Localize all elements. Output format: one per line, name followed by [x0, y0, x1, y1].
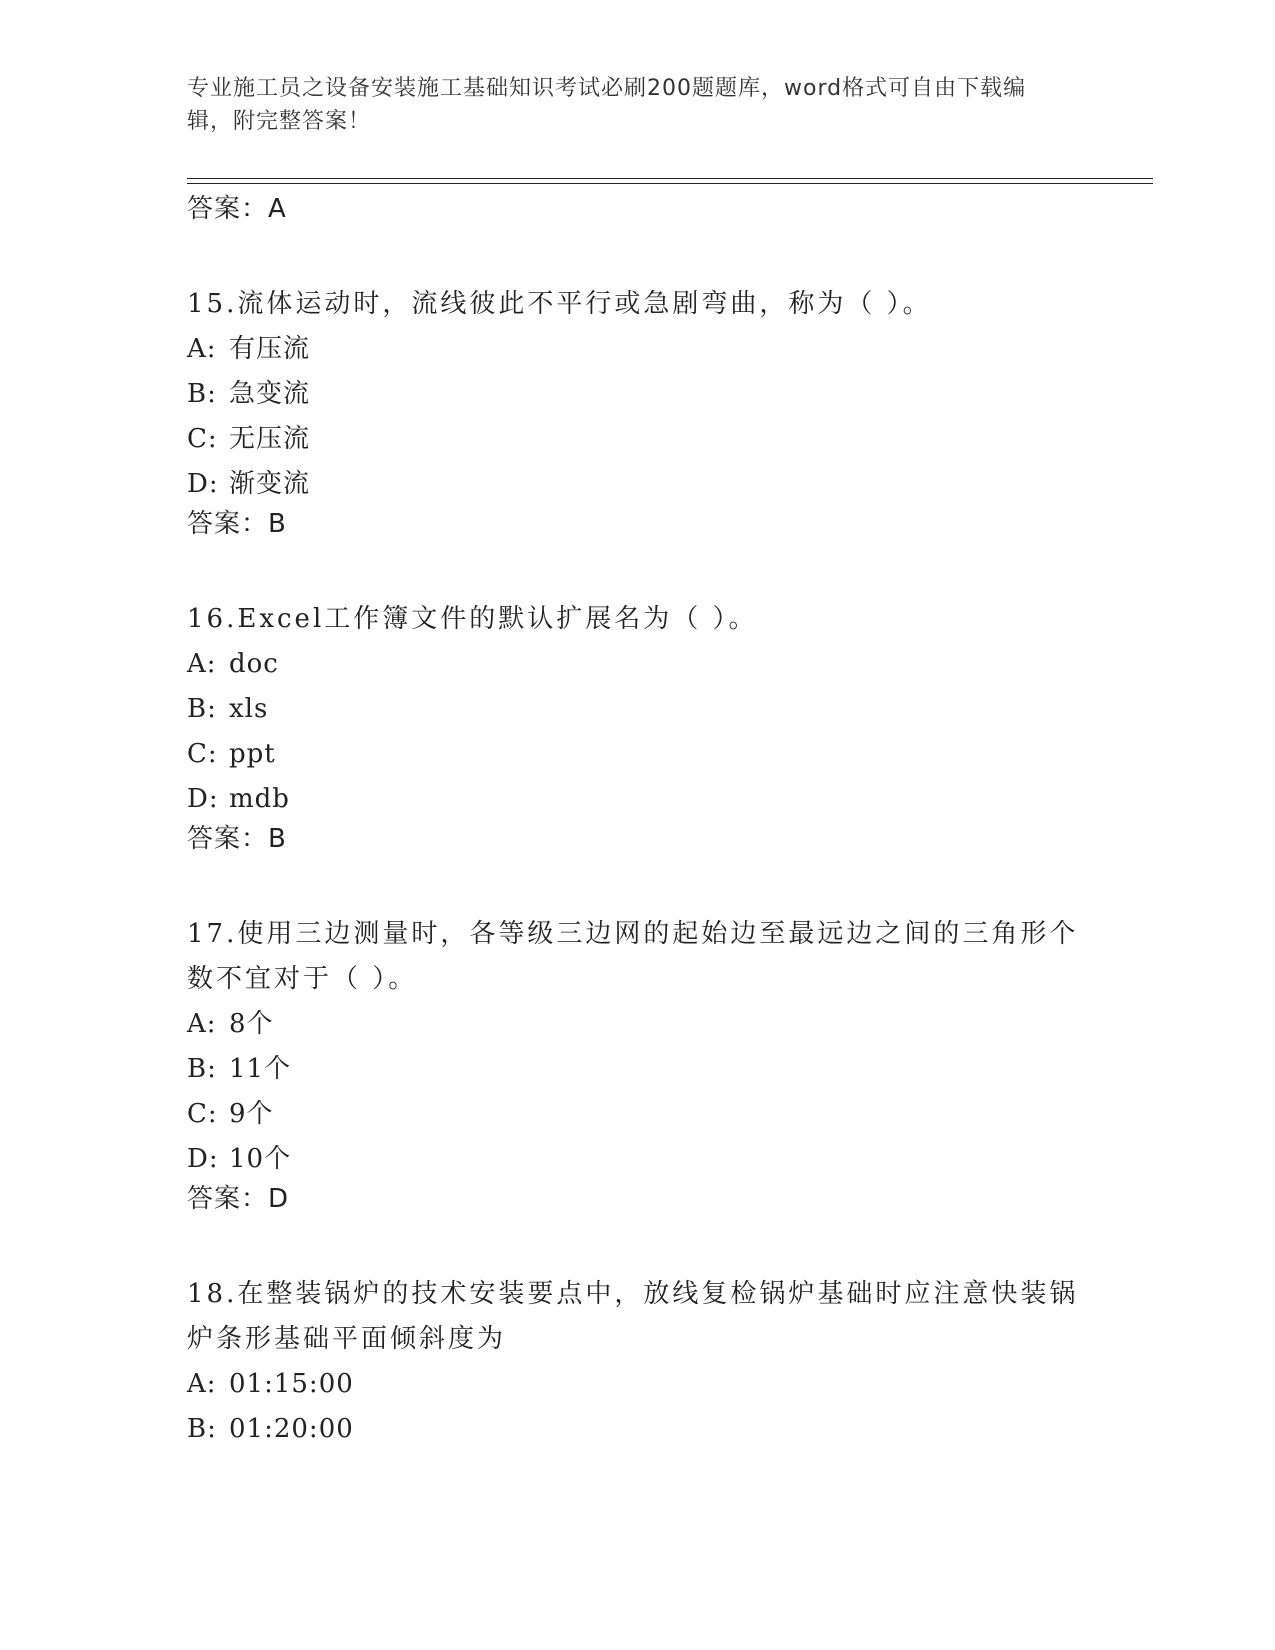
option-c — [187, 1092, 1087, 1137]
option-text: doc — [229, 649, 279, 679]
question-text: 17.使用三边测量时，各等级三边网的起始边至最远边之间的三角形个数不宜对于（ ）。 — [187, 919, 1079, 994]
option-a — [187, 327, 1087, 372]
question-item — [187, 597, 1087, 856]
option-letter: A: — [187, 649, 217, 679]
option-c — [187, 417, 1087, 462]
option-text: 10个 — [229, 1144, 292, 1174]
question-text: 15.流体运动时，流线彼此不平行或急剧弯曲，称为（ ）。 — [187, 289, 932, 319]
option-letter: C: — [187, 739, 218, 769]
question-list — [187, 192, 1087, 1452]
option-d — [187, 777, 1087, 822]
option-text: 无压流 — [229, 424, 311, 454]
answer-line: 答案：B — [187, 824, 287, 854]
question-item — [187, 1272, 1087, 1452]
option-b — [187, 372, 1087, 417]
document-header — [187, 72, 1067, 138]
option-text: ppt — [229, 739, 276, 769]
question-item — [187, 912, 1087, 1216]
question-text: 16.Excel工作簿文件的默认扩展名为（ ）。 — [187, 604, 758, 634]
option-letter: B: — [187, 1414, 217, 1444]
header-divider-bottom — [187, 183, 1153, 184]
option-letter: D: — [187, 784, 219, 814]
option-d — [187, 1137, 1087, 1182]
option-letter: B: — [187, 694, 217, 724]
header-divider-top — [187, 178, 1153, 179]
option-text: 8个 — [229, 1009, 274, 1039]
option-c — [187, 732, 1087, 777]
option-d — [187, 462, 1087, 507]
option-b — [187, 1047, 1087, 1092]
question-text: 18.在整装锅炉的技术安装要点中，放线复检锅炉基础时应注意快装锅炉条形基础平面倾斜度为 — [187, 1279, 1079, 1354]
option-text: xls — [229, 694, 269, 724]
answer-line: 答案：D — [187, 1184, 290, 1214]
option-b — [187, 687, 1087, 732]
option-text: 有压流 — [229, 334, 311, 364]
option-text: 急变流 — [229, 379, 311, 409]
option-letter: C: — [187, 1099, 218, 1129]
answer-line: 答案：A — [187, 194, 287, 224]
header-title: 专业施工员之设备安装施工基础知识考试必刷200题题库，word格式可自由下载编辑，附完整答案！ — [187, 76, 1027, 134]
option-a — [187, 1002, 1087, 1047]
option-text: 01:15:00 — [229, 1369, 354, 1399]
option-letter: A: — [187, 1009, 217, 1039]
option-letter: A: — [187, 1369, 217, 1399]
option-letter: A: — [187, 334, 217, 364]
option-text: 9个 — [229, 1099, 274, 1129]
option-text: 11个 — [229, 1054, 292, 1084]
option-text: mdb — [229, 784, 290, 814]
answer-line: 答案：B — [187, 509, 287, 539]
option-a — [187, 1362, 1087, 1407]
option-letter: D: — [187, 1144, 219, 1174]
option-b — [187, 1407, 1087, 1452]
option-letter: C: — [187, 424, 218, 454]
option-a — [187, 642, 1087, 687]
option-letter: D: — [187, 469, 219, 499]
option-letter: B: — [187, 379, 217, 409]
option-text: 渐变流 — [229, 469, 311, 499]
option-text: 01:20:00 — [229, 1414, 354, 1444]
option-letter: B: — [187, 1054, 217, 1084]
question-item — [187, 282, 1087, 541]
